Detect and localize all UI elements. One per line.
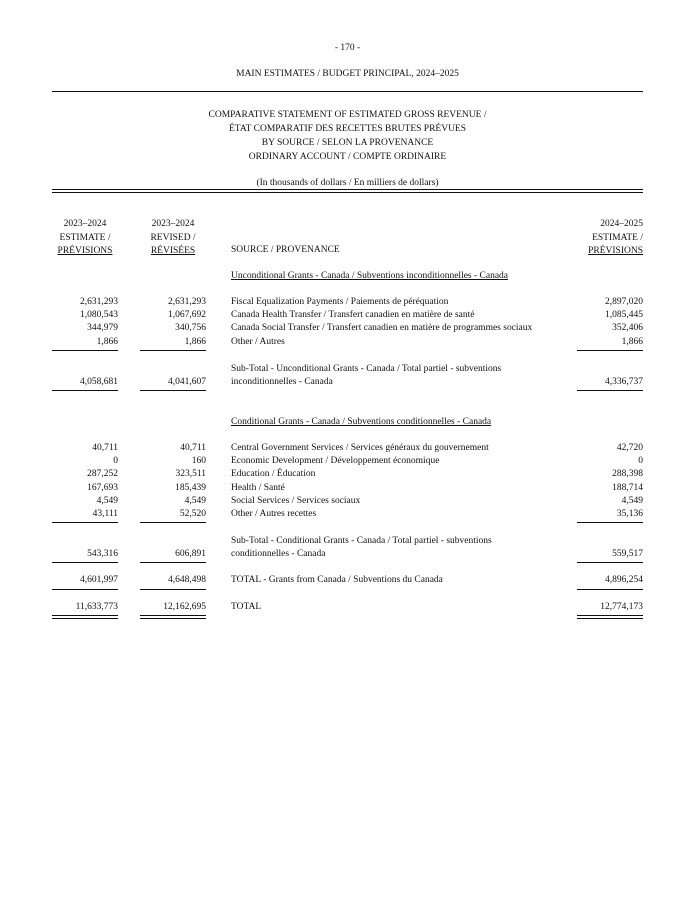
title-line-2: ÉTAT COMPARATIF DES RECETTES BRUTES PRÉVUES (228, 124, 467, 134)
title-line-3: BY SOURCE / SELON LA PROVENANCE (261, 138, 434, 148)
total-rule (140, 589, 206, 590)
title-line-4: ORDINARY ACCOUNT / COMPTE ORDINAIRE (248, 152, 447, 162)
column-header-revised-2023: 2023–2024 REVISED / RÉVISÉES (150, 219, 196, 256)
subtotal-rule (52, 350, 118, 351)
subtotal-rule (577, 562, 643, 563)
subtotal-rule (52, 562, 118, 563)
grand-total-double-rule (140, 615, 206, 619)
subtotal-rule (140, 350, 206, 351)
subtotal-rule (577, 522, 643, 523)
subtotal-rule (52, 390, 118, 391)
total-rule (577, 589, 643, 590)
subtotal-rule (577, 390, 643, 391)
total-rule (52, 589, 118, 590)
title-double-rule (52, 189, 643, 193)
column-header-estimate-2023: 2023–2024 ESTIMATE / PRÉVISIONS (57, 219, 113, 256)
subtotal-rule (52, 522, 118, 523)
subtotal-rule (577, 350, 643, 351)
column-header-estimate-2024: 2024–2025 ESTIMATE / PRÉVISIONS (588, 219, 643, 256)
document-header: MAIN ESTIMATES / BUDGET PRINCIPAL, 2024–2025 (236, 69, 459, 79)
title-line-1: COMPARATIVE STATEMENT OF ESTIMATED GROSS REVENUE / (208, 110, 487, 120)
header-rule (52, 91, 643, 92)
page-number: - 170 - (334, 43, 361, 53)
grand-total-double-rule (577, 615, 643, 619)
column-header-source: SOURCE / PROVENANCE (231, 245, 340, 255)
section-heading-conditional: Conditional Grants - Canada / Subventions conditionnelles - Canada (231, 417, 492, 427)
subtotal-rule (140, 390, 206, 391)
subtotal-rule (140, 522, 206, 523)
section-heading-unconditional: Unconditional Grants - Canada / Subventions inconditionnelles - Canada (231, 271, 509, 281)
units-note: (In thousands of dollars / En milliers de dollars) (256, 178, 439, 188)
grand-total-double-rule (52, 615, 118, 619)
subtotal-rule (140, 562, 206, 563)
